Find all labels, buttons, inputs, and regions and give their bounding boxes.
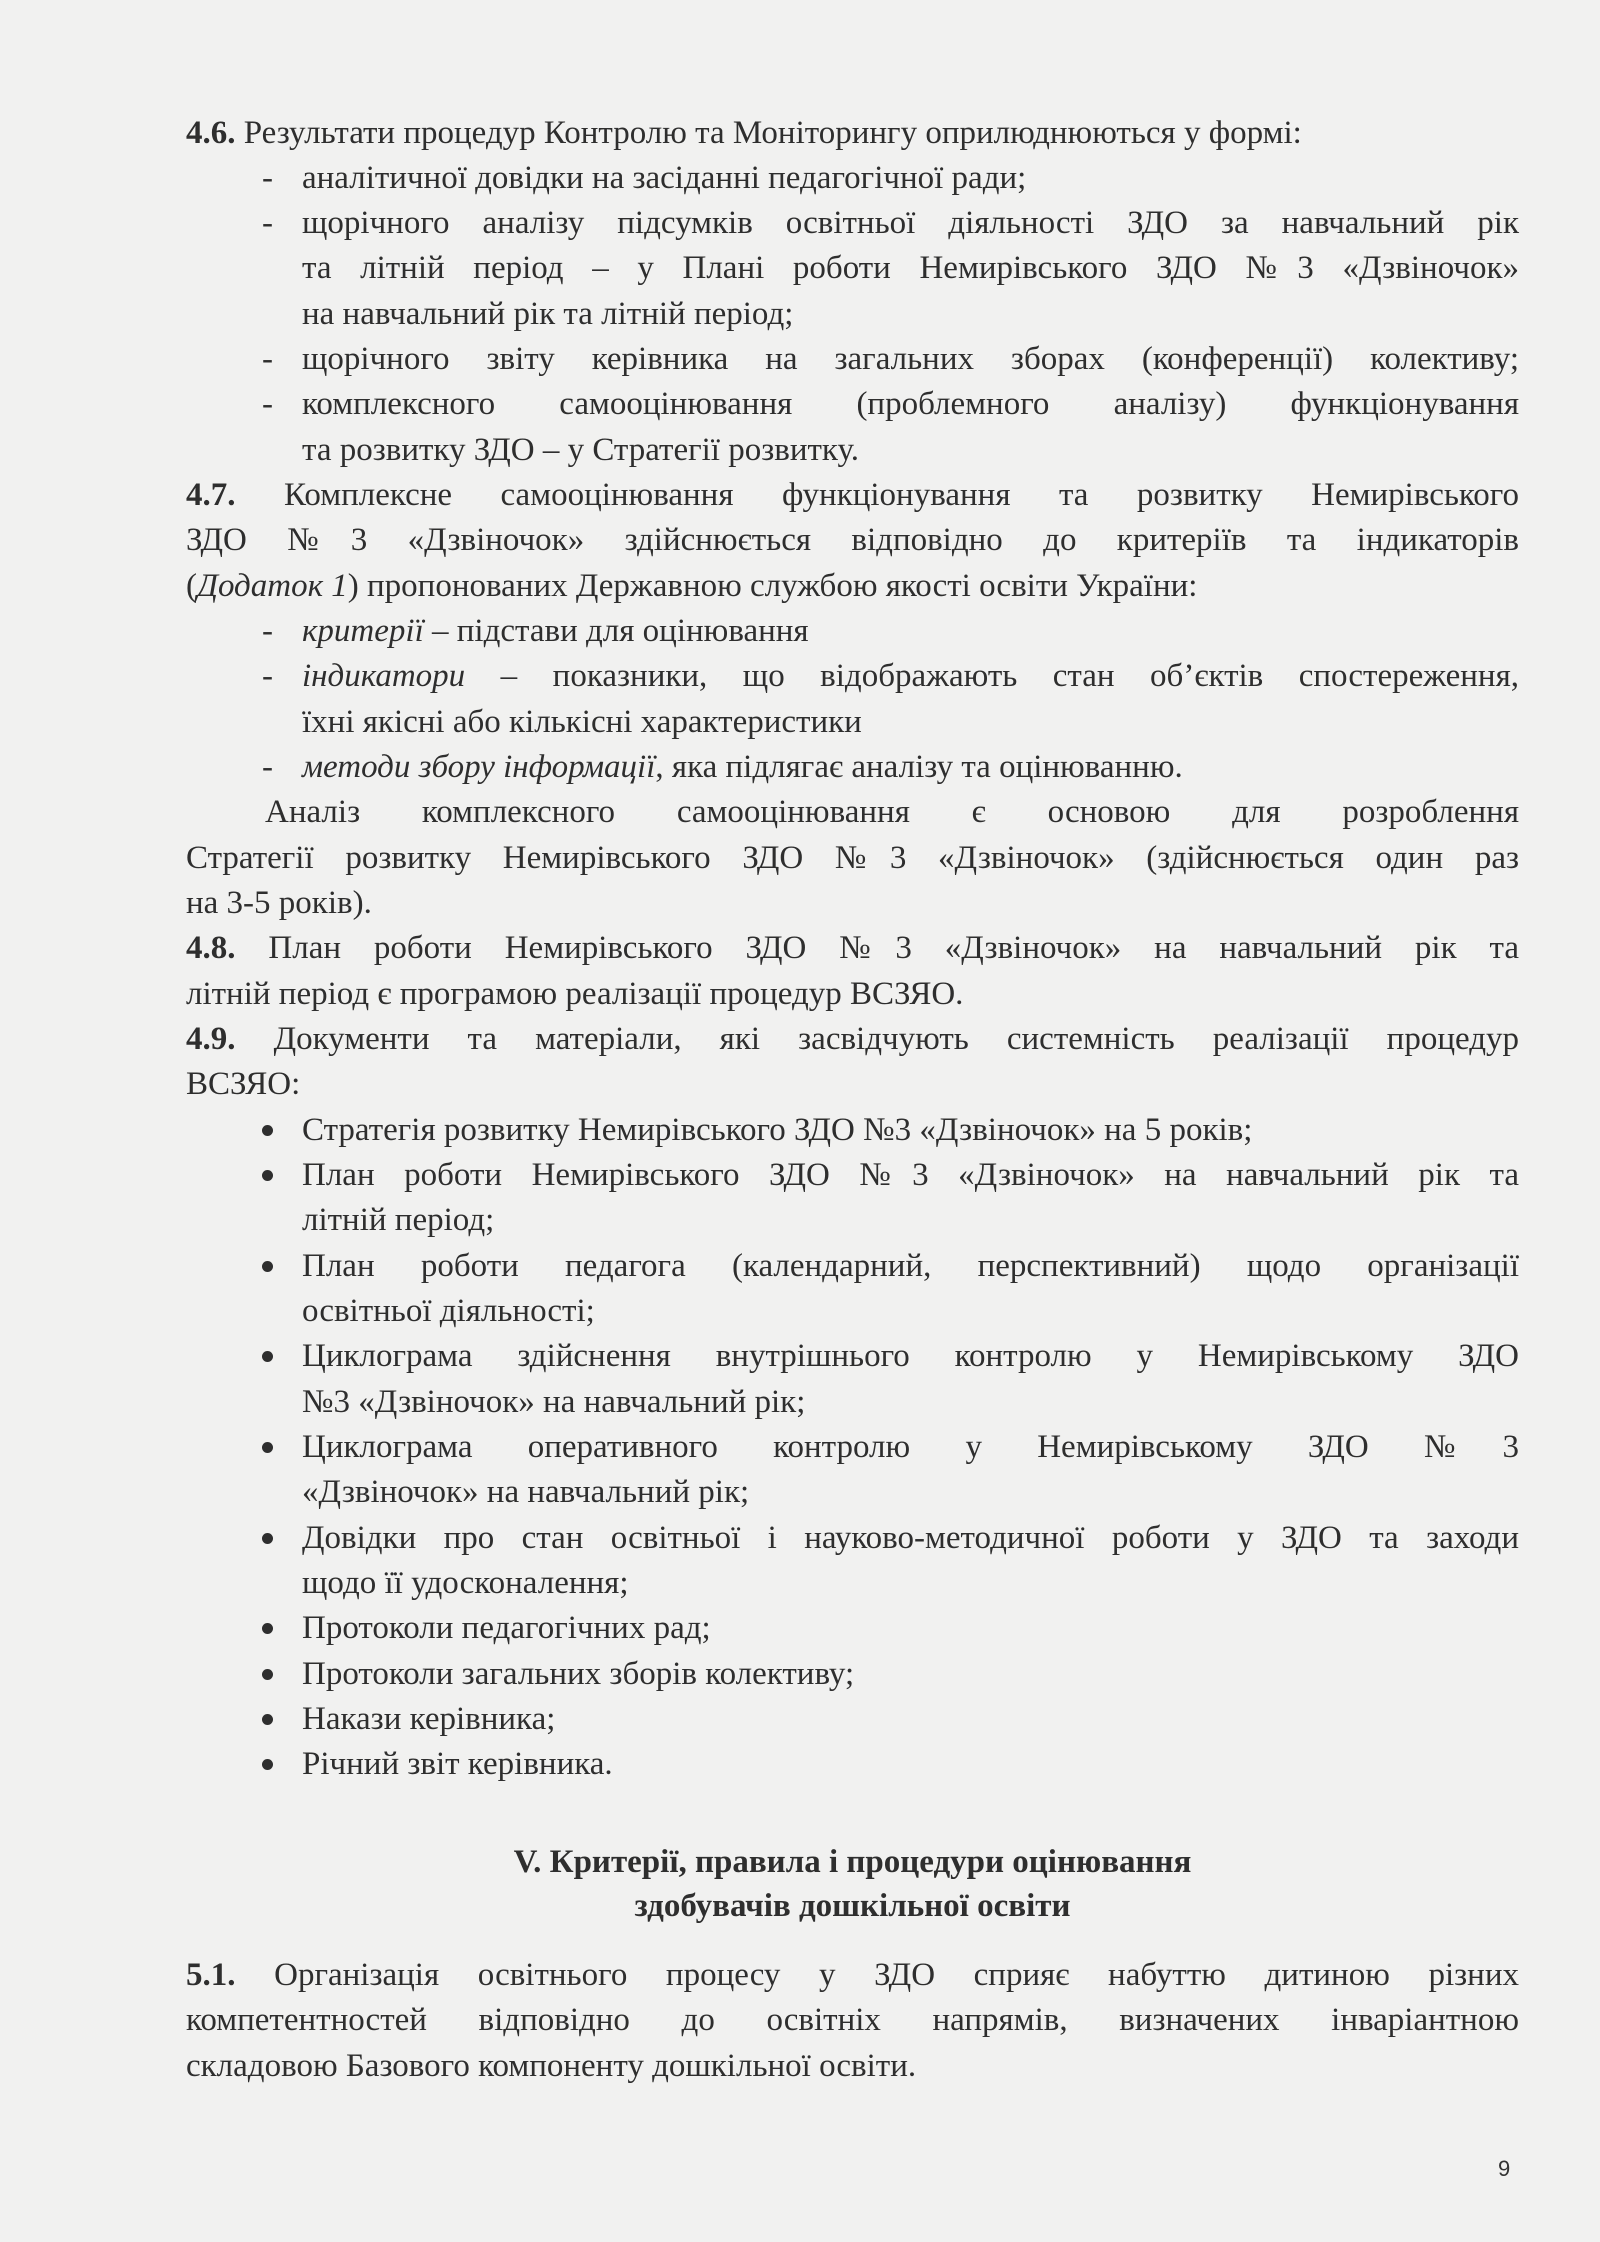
paragraph-line: ЗДО №3 «Дзвіночок» здійснюється відповідно до критеріїв та індикаторів bbox=[186, 522, 1519, 558]
definition: , яка підлягає аналізу та оцінюванню. bbox=[655, 749, 1183, 785]
bullet-dot bbox=[262, 1108, 273, 1152]
term: індикатори bbox=[302, 658, 466, 694]
paragraph-text: ) пропонованих Державною службою якості освіти України: bbox=[347, 568, 1198, 604]
term: методи збору інформації bbox=[302, 749, 656, 785]
paragraph-5-1 bbox=[186, 1953, 1519, 1997]
list-item bbox=[302, 609, 1519, 653]
list-item: Стратегія розвитку Немирівського ЗДО №3 «Дзвіночок» на 5 років; bbox=[302, 1112, 1253, 1148]
section-heading: здобувачів дошкільної освіти bbox=[634, 1888, 1071, 1924]
paragraph-4-7 bbox=[186, 473, 1519, 517]
clause-number: 4.9. bbox=[186, 1021, 236, 1057]
definition: – підстави для оцінювання bbox=[423, 613, 809, 649]
list-item-continuation: щодо її удосконалення; bbox=[302, 1565, 629, 1601]
list-item: Річний звіт керівника. bbox=[302, 1746, 613, 1782]
paragraph-text: Результати процедур Контролю та Моніторингу оприлюднюються у формі: bbox=[235, 115, 1302, 151]
bullet-dot bbox=[262, 1742, 273, 1786]
section-heading: V. Критерії, правила і процедури оцінювання bbox=[513, 1844, 1192, 1880]
paragraph-4-8 bbox=[186, 926, 1519, 970]
list-item-continuation: освітньої діяльності; bbox=[302, 1293, 595, 1329]
list-item bbox=[302, 745, 1519, 789]
list-item bbox=[302, 654, 1519, 698]
bullet-dot bbox=[262, 1425, 273, 1469]
dash-bullet: - bbox=[262, 341, 273, 377]
list-item: Протоколи педагогічних рад; bbox=[302, 1610, 711, 1646]
list-item: комплексного самооцінювання (проблемного аналізу) функціонування bbox=[302, 386, 1519, 422]
paragraph-line: Стратегії розвитку Немирівського ЗДО №3 «Дзвіночок» (здійснюється один раз bbox=[186, 840, 1519, 876]
paragraph-line: складовою Базового компоненту дошкільної освіти. bbox=[186, 2048, 917, 2084]
paragraph-analysis: Аналіз комплексного самооцінювання є основою для розроблення bbox=[265, 794, 1519, 830]
paragraph-text: План роботи Немирівського ЗДО №3 «Дзвіночок» на навчальний рік та bbox=[235, 930, 1519, 966]
paragraph-line bbox=[186, 564, 1519, 608]
paragraph-line: літній період є програмою реалізації процедур ВСЗЯО. bbox=[186, 976, 964, 1012]
list-item: Довідки про стан освітньої і науково-методичної роботи у ЗДО та заходи bbox=[302, 1520, 1519, 1556]
paragraph-line: компетентностей відповідно до освітніх напрямів, визначених інваріантною bbox=[186, 2002, 1519, 2038]
bullet-dot bbox=[262, 1334, 273, 1378]
bullet-dot bbox=[262, 1516, 273, 1560]
paragraph-line: на 3-5 років). bbox=[186, 885, 372, 921]
clause-number: 4.7. bbox=[186, 477, 236, 513]
clause-number: 4.6. bbox=[186, 115, 236, 151]
list-item: Циклограма здійснення внутрішнього контролю у Немирівському ЗДО bbox=[302, 1338, 1519, 1374]
term: критерії bbox=[302, 613, 424, 649]
dash-bullet: - bbox=[262, 386, 273, 422]
paragraph-text: Комплексне самооцінювання функціонування та розвитку Немирівського bbox=[235, 477, 1519, 513]
list-item-continuation: літній період; bbox=[302, 1202, 495, 1238]
paragraph-4-9 bbox=[186, 1017, 1519, 1061]
clause-number: 4.8. bbox=[186, 930, 236, 966]
appendix-reference: Додаток 1 bbox=[197, 568, 348, 604]
list-item-continuation: №3 «Дзвіночок» на навчальний рік; bbox=[302, 1384, 806, 1420]
list-item-continuation: «Дзвіночок» на навчальний рік; bbox=[302, 1474, 750, 1510]
clause-number: 5.1. bbox=[186, 1957, 236, 1993]
list-item: Циклограма оперативного контролю у Немирівському ЗДО №3 bbox=[302, 1429, 1519, 1465]
paragraph-4-6 bbox=[186, 111, 1519, 155]
list-item: щорічного аналізу підсумків освітньої діяльності ЗДО за навчальний рік bbox=[302, 205, 1519, 241]
list-item: аналітичної довідки на засіданні педагогічної ради; bbox=[302, 160, 1027, 196]
dash-bullet: - bbox=[262, 613, 273, 649]
dash-bullet: - bbox=[262, 160, 273, 196]
paragraph-line: ВСЗЯО: bbox=[186, 1066, 301, 1102]
list-item-continuation: їхні якісні або кількісні характеристики bbox=[302, 704, 862, 740]
bullet-dot bbox=[262, 1697, 273, 1741]
list-item-continuation: та літній період – у Плані роботи Немирівського ЗДО №3 «Дзвіночок» bbox=[302, 250, 1519, 286]
dash-bullet: - bbox=[262, 658, 273, 694]
list-item: План роботи педагога (календарний, перспективний) щодо організації bbox=[302, 1248, 1519, 1284]
list-item-continuation: та розвитку ЗДО – у Стратегії розвитку. bbox=[302, 432, 859, 468]
list-item-continuation: на навчальний рік та літній період; bbox=[302, 296, 794, 332]
paren: ( bbox=[186, 568, 197, 604]
page-number: 9 bbox=[1498, 2156, 1511, 2181]
dash-bullet: - bbox=[262, 749, 273, 785]
definition: – показники, що відображають стан об’єктів спостереження, bbox=[465, 658, 1519, 694]
bullet-dot bbox=[262, 1244, 273, 1288]
list-item: План роботи Немирівського ЗДО №3 «Дзвіночок» на навчальний рік та bbox=[302, 1157, 1519, 1193]
paragraph-text: Організація освітнього процесу у ЗДО сприяє набуттю дитиною різних bbox=[235, 1957, 1519, 1993]
dash-bullet: - bbox=[262, 205, 273, 241]
bullet-dot bbox=[262, 1153, 273, 1197]
bullet-dot bbox=[262, 1606, 273, 1650]
paragraph-text: Документи та матеріали, які засвідчують системність реалізації процедур bbox=[235, 1021, 1519, 1057]
list-item: Протоколи загальних зборів колективу; bbox=[302, 1656, 855, 1692]
list-item: Накази керівника; bbox=[302, 1701, 556, 1737]
list-item: щорічного звіту керівника на загальних зборах (конференції) колективу; bbox=[302, 341, 1519, 377]
bullet-dot bbox=[262, 1652, 273, 1696]
